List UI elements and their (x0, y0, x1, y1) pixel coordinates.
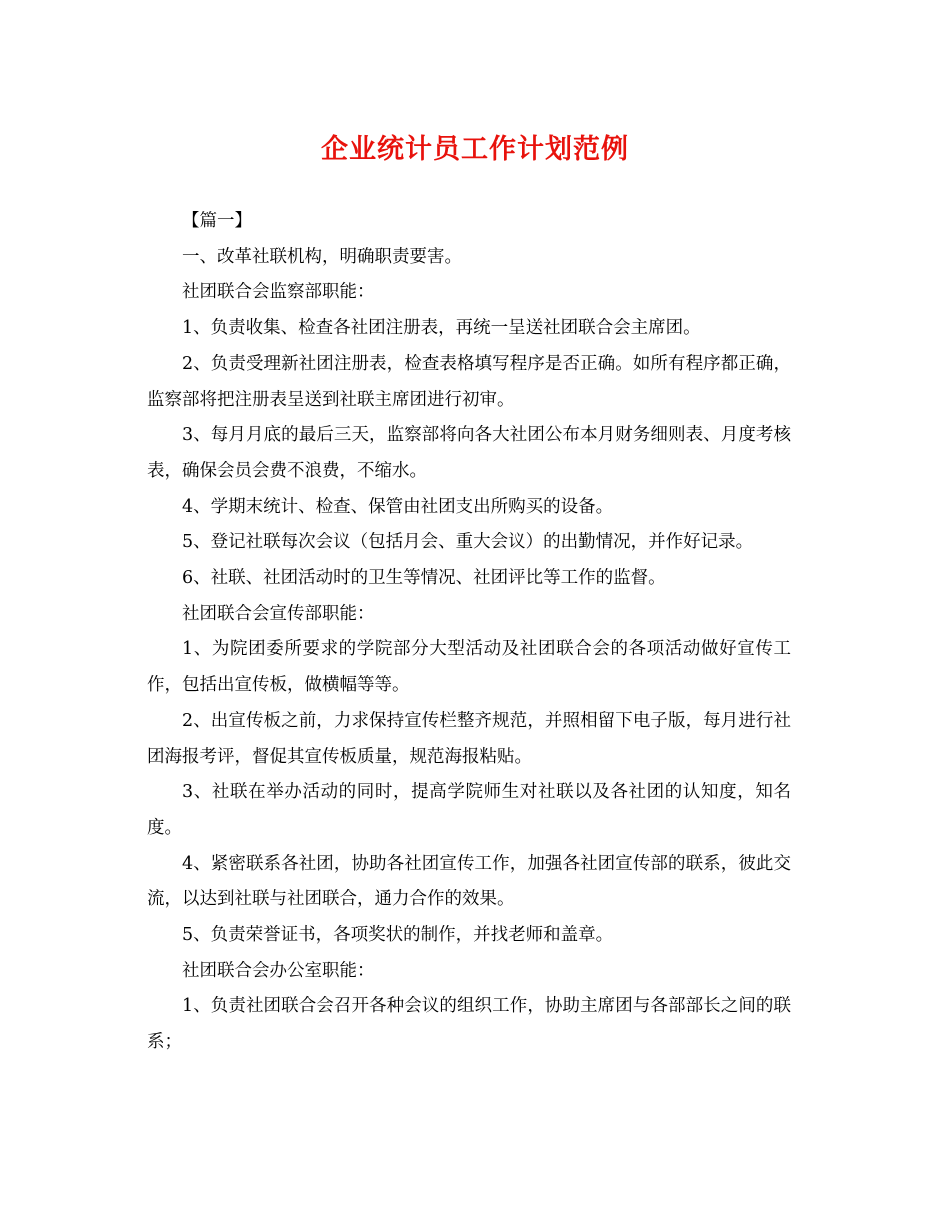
paragraph: 4、学期末统计、检查、保管由社团支出所购买的设备。 (182, 496, 614, 517)
document-body (147, 204, 791, 1061)
paragraph: 6、社联、社团活动时的卫生等情况、社团评比等工作的监督。 (182, 568, 666, 589)
paragraph: 1、为院团委所要求的学院部分大型活动及社团联合会的各项活动做好宣传工作，包括出宣传板，做横幅等等。 (147, 639, 791, 696)
paragraph-subheading: 社团联合会办公室职能： (182, 960, 375, 981)
paragraph-section-heading: 【篇一】 (182, 211, 252, 231)
paragraph: 1、负责社团联合会召开各种会议的组织工作，协助主席团与各部部长之间的联系； (147, 996, 791, 1053)
paragraph-subheading: 社团联合会宣传部职能： (182, 603, 375, 624)
paragraph: 3、社联在举办活动的同时，提高学院师生对社联以及各社团的认知度，知名度。 (147, 782, 791, 838)
paragraph: 5、负责荣誉证书，各项奖状的制作，并找老师和盖章。 (182, 925, 614, 946)
paragraph: 2、出宣传板之前，力求保持宣传栏整齐规范，并照相留下电子版，每月进行社团海报考评，督促其宣传板质量，规范海报粘贴。 (147, 710, 791, 767)
paragraph: 2、负责受理新社团注册表，检查表格填写程序是否正确。如所有程序都正确，监察部将把注册表呈送到社联主席团进行初审。 (147, 353, 791, 410)
document-title: 企业统计员工作计划范例 (321, 134, 629, 165)
paragraph: 1、负责收集、检查各社团注册表，再统一呈送社团联合会主席团。 (182, 318, 701, 339)
paragraph: 5、登记社联每次会议（包括月会、重大会议）的出勤情况，并作好记录。 (182, 532, 754, 553)
paragraph: 3、每月月底的最后三天，监察部将向各大社团公布本月财务细则表、月度考核表，确保会员会费不浪费，不缩水。 (147, 425, 791, 481)
paragraph: 一、改革社联机构，明确职责要害。 (182, 246, 462, 267)
paragraph: 4、紧密联系各社团，协助各社团宣传工作，加强各社团宣传部的联系，彼此交流，以达到社联与社团联合，通力合作的效果。 (147, 853, 791, 910)
paragraph-subheading: 社团联合会监察部职能： (182, 282, 375, 303)
